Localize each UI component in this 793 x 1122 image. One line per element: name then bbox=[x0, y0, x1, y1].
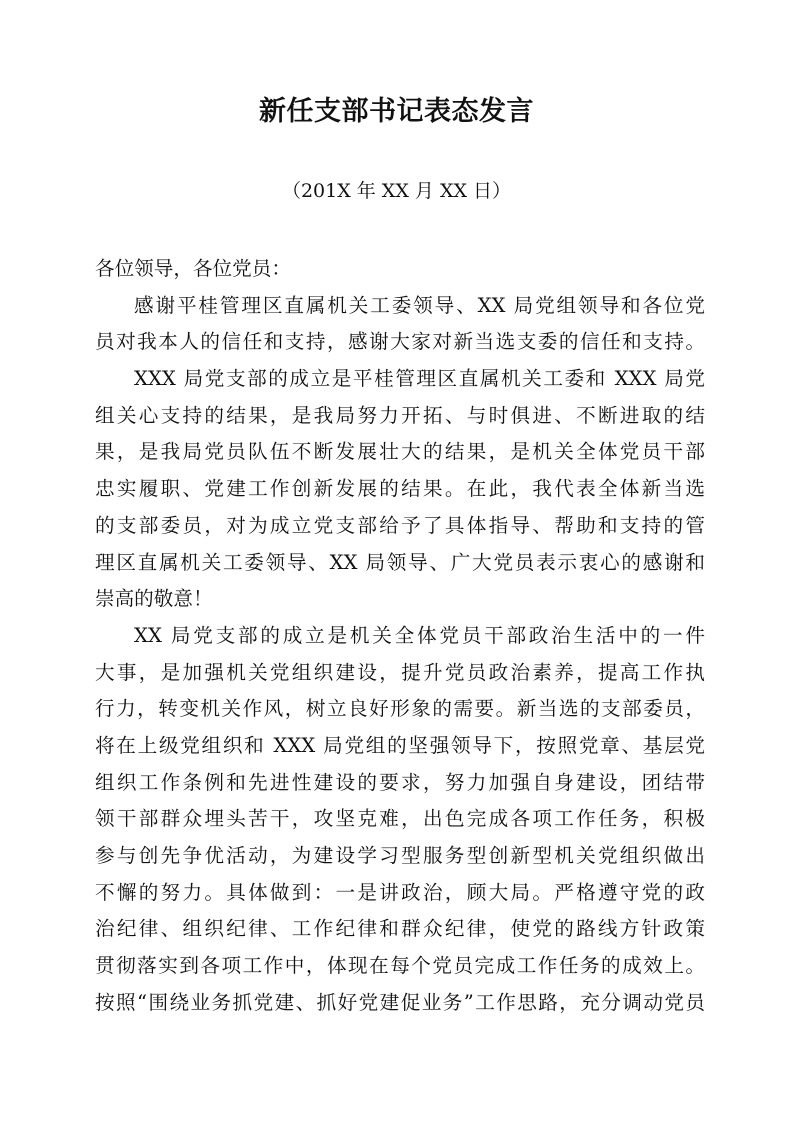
paragraph-line: 治纪律、组织纪律、工作纪律和群众纪律，使党的路线方针政策 bbox=[95, 917, 705, 941]
paragraph-line: 贯彻落实到各项工作中，体现在每个党员完成工作任务的成效上。 bbox=[95, 954, 705, 978]
paragraph-line: 忠实履职、党建工作创新发展的结果。在此，我代表全体新当选 bbox=[95, 477, 705, 501]
paragraph-line: 将在上级党组织和 XXX 局党组的坚强领导下，按照党章、基层党 bbox=[95, 733, 705, 757]
paragraph-line: XX 局党支部的成立是机关全体党员干部政治生活中的一件 bbox=[134, 623, 705, 647]
paragraph-line: 参与创先争优活动，为建设学习型服务型创新型机关党组织做出 bbox=[95, 844, 705, 867]
paragraph-line: 果，是我局党员队伍不断发展壮大的结果，是机关全体党员干部 bbox=[95, 440, 705, 464]
paragraph-line: XXX 局党支部的成立是平桂管理区直属机关工委和 XXX 局党 bbox=[134, 367, 705, 391]
paragraph-line: 行力，转变机关作风，树立良好形象的需要。新当选的支部委员， bbox=[95, 697, 705, 721]
paragraph-line: 领干部群众埋头苦干，攻坚克难，出色完成各项工作任务，积极 bbox=[95, 807, 705, 831]
paragraph-line: 按照“围绕业务抓党建、抓好党建促业务”工作思路，充分调动党员 bbox=[95, 990, 705, 1014]
paragraph-line: 大事，是加强机关党组织建设，提升党员政治素养，提高工作执 bbox=[95, 660, 705, 684]
document-title: 新任支部书记表态发言 bbox=[259, 96, 534, 127]
document-date: （201X 年 XX 月 XX 日） bbox=[281, 180, 512, 202]
paragraph-line: 崇高的敬意！ bbox=[95, 587, 213, 611]
paragraph-line: 感谢平桂管理区直属机关工委领导、XX 局党组领导和各位党 bbox=[134, 293, 705, 317]
paragraph-line: 组关心支持的结果，是我局努力开拓、与时俱进、不断进取的结 bbox=[95, 403, 705, 427]
paragraph-line: 的支部委员，对为成立党支部给予了具体指导、帮助和支持的管 bbox=[95, 513, 705, 537]
paragraph-1 bbox=[95, 288, 705, 361]
paragraph-line: 不懈的努力。具体做到：一是讲政治，顾大局。严格遵守党的政 bbox=[95, 880, 705, 904]
salutation: 各位领导，各位党员： bbox=[95, 257, 291, 280]
paragraph-2 bbox=[95, 361, 705, 618]
paragraph-3 bbox=[95, 618, 705, 1022]
paragraph-line: 组织工作条例和先进性建设的要求，努力加强自身建设，团结带 bbox=[95, 770, 705, 794]
paragraph-line: 员对我本人的信任和支持，感谢大家对新当选支委的信任和支持。 bbox=[95, 330, 705, 354]
document-body bbox=[95, 251, 705, 1021]
paragraph-line: 理区直属机关工委领导、XX 局领导、广大党员表示衷心的感谢和 bbox=[95, 550, 705, 574]
